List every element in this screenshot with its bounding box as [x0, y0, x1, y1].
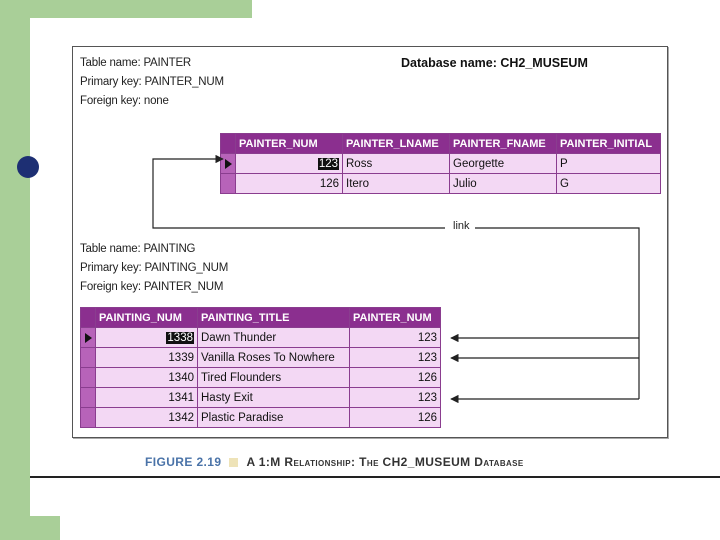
- cell-value: 123: [318, 157, 338, 170]
- figure-title: A 1:M Relationship: The CH2_MUSEUM Database: [246, 455, 524, 469]
- cell[interactable]: 123: [350, 388, 441, 408]
- link-arrows: [73, 47, 667, 437]
- link-label: link: [453, 220, 470, 232]
- column-header: PAINTER_LNAME: [343, 134, 450, 154]
- painting-table-name: Table name: PAINTING: [80, 243, 196, 255]
- column-header: PAINTING_NUM: [96, 308, 198, 328]
- cell[interactable]: Georgette: [450, 154, 557, 174]
- cell[interactable]: 1339: [96, 348, 198, 368]
- cell[interactable]: Tired Flounders: [198, 368, 350, 388]
- cell[interactable]: Hasty Exit: [198, 388, 350, 408]
- cell[interactable]: 1342: [96, 408, 198, 428]
- column-header: PAINTER_INITIAL: [557, 134, 661, 154]
- bottom-green-block: [30, 516, 60, 540]
- left-green-bar: [0, 0, 30, 540]
- bullet-icon: [17, 156, 39, 178]
- column-header: PAINTING_TITLE: [198, 308, 350, 328]
- cell[interactable]: Dawn Thunder: [198, 328, 350, 348]
- cell[interactable]: Itero: [343, 174, 450, 194]
- cell[interactable]: 126: [350, 368, 441, 388]
- cell[interactable]: Julio: [450, 174, 557, 194]
- cell[interactable]: Vanilla Roses To Nowhere: [198, 348, 350, 368]
- divider-line: [30, 476, 720, 478]
- cell[interactable]: 126: [350, 408, 441, 428]
- figure-caption: [145, 455, 524, 469]
- cell[interactable]: 123: [350, 348, 441, 368]
- cell[interactable]: 1341: [96, 388, 198, 408]
- cell[interactable]: 126: [236, 174, 343, 194]
- cell[interactable]: G: [557, 174, 661, 194]
- figure-panel: [72, 46, 668, 438]
- cell[interactable]: P: [557, 154, 661, 174]
- cell[interactable]: Ross: [343, 154, 450, 174]
- link-line-right: [475, 228, 639, 399]
- top-green-block: [30, 0, 252, 18]
- database-name: Database name: CH2_MUSEUM: [401, 56, 588, 70]
- column-header: PAINTER_NUM: [350, 308, 441, 328]
- painter-foreign-key: Foreign key: none: [80, 95, 169, 107]
- column-header: PAINTER_FNAME: [450, 134, 557, 154]
- painter-table-name: Table name: PAINTER: [80, 57, 192, 69]
- painting-primary-key: Primary key: PAINTING_NUM: [80, 262, 229, 274]
- link-arrow-to-painter: [153, 159, 445, 228]
- cell-value: 1338: [167, 331, 193, 344]
- column-header: PAINTER_NUM: [236, 134, 343, 154]
- figure-number: FIGURE 2.19: [145, 455, 222, 469]
- cell[interactable]: 1340: [96, 368, 198, 388]
- caption-square-icon: [229, 458, 238, 467]
- cell[interactable]: 123: [350, 328, 441, 348]
- painting-foreign-key: Foreign key: PAINTER_NUM: [80, 281, 224, 293]
- cell[interactable]: Plastic Paradise: [198, 408, 350, 428]
- painter-primary-key: Primary key: PAINTER_NUM: [80, 76, 224, 88]
